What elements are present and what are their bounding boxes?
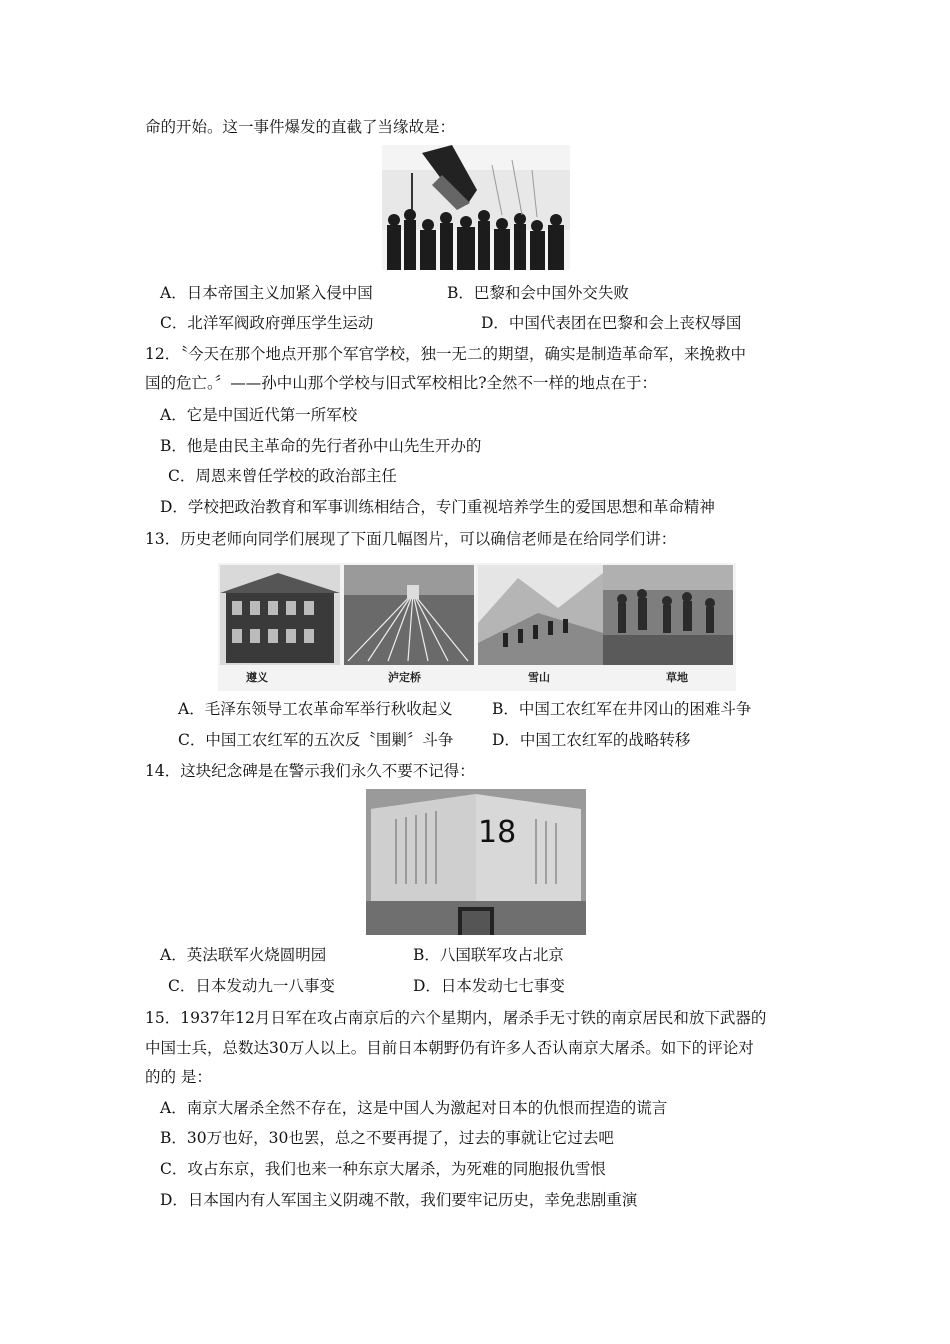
q14-stem: 14．这块纪念碑是在警示我们永久不要不记得： xyxy=(145,762,475,780)
q11-option-b: B．巴黎和会中国外交失败 xyxy=(447,284,629,302)
monument-photo xyxy=(366,789,586,935)
q14-option-a: A．英法联军火烧圆明园 xyxy=(160,946,327,964)
q12-option-a: A．它是中国近代第一所军校 xyxy=(160,406,358,424)
q14-option-b: B．八国联军攻占北京 xyxy=(413,946,564,964)
q12-stem-line2: 国的危亡。〞——孙中山那个学校与旧式军校相比?全然不一样的地点在于： xyxy=(145,374,658,392)
caption-snow-mountain: 雪山 xyxy=(528,671,550,684)
q13-option-d: D．中国工农红军的战略转移 xyxy=(492,731,691,749)
grassland-photo xyxy=(603,565,733,665)
q15-option-c: C．攻占东京，我们也来一种东京大屠杀，为死难的同胞报仇雪恨 xyxy=(160,1160,606,1178)
q15-option-b: B．30万也好，30也罢，总之不要再提了，过去的事就让它过去吧 xyxy=(160,1129,614,1147)
intro-line: 命的开始。这一事件爆发的直截了当缘故是： xyxy=(145,118,456,136)
q12-option-c: C．周恩来曾任学校的政治部主任 xyxy=(168,467,397,485)
q15-stem-line1: 15．1937年12月日军在攻占南京后的六个星期内，屠杀手无寸铁的南京居民和放下武器的 xyxy=(145,1009,767,1027)
luding-bridge-photo xyxy=(344,565,474,665)
q13-option-c: C．中国工农红军的五次反〝围剿〞斗争 xyxy=(178,731,454,749)
caption-grassland: 草地 xyxy=(666,671,688,684)
q15-option-d: D．日本国内有人军国主义阴魂不散，我们要牢记历史，幸免悲剧重演 xyxy=(160,1191,638,1209)
q15-option-a: A．南京大屠杀全然不存在，这是中国人为激起对日本的仇恨而捏造的谎言 xyxy=(160,1099,668,1117)
q14-option-c: C．日本发动九一八事变 xyxy=(168,977,335,995)
q13-option-a: A．毛泽东领导工农革命军举行秋收起义 xyxy=(178,700,453,718)
q12-option-b: B．他是由民主革命的先行者孙中山先生开办的 xyxy=(160,437,482,455)
q14-option-d: D．日本发动七七事变 xyxy=(413,977,565,995)
q15-stem-line2: 中国士兵，总数达30万人以上。目前日本朝野仍有许多人否认南京大屠杀。如下的评论对 xyxy=(145,1039,754,1057)
long-march-photo-strip xyxy=(218,563,736,691)
q11-option-a: A．日本帝国主义加紧入侵中国 xyxy=(160,284,373,302)
caption-zunyi: 遵义 xyxy=(246,671,268,684)
caption-luding-bridge: 泸定桥 xyxy=(388,671,421,684)
q13-stem: 13．历史老师向同学们展现了下面几幅图片，可以确信老师是在给同学们讲： xyxy=(145,530,677,548)
q12-option-d: D．学校把政治教育和军事训练相结合，专门重视培养学生的爱国思想和革命精神 xyxy=(160,498,715,516)
zunyi-photo xyxy=(220,565,340,665)
q13-option-b: B．中国工农红军在井冈山的困难斗争 xyxy=(492,700,752,718)
q12-stem-line1: 12．〝今天在那个地点开那个军官学校，独一无二的期望，确实是制造革命军，来挽救中 xyxy=(145,345,746,363)
q11-option-d: D．中国代表团在巴黎和会上丧权辱国 xyxy=(481,314,742,332)
may-fourth-photo xyxy=(382,145,570,270)
q15-stem-line3: 的的 是： xyxy=(145,1068,212,1086)
snow-mountain-photo xyxy=(478,565,603,665)
q11-option-c: C．北洋军阀政府弹压学生运动 xyxy=(160,314,374,332)
monument-date-number: 18 xyxy=(478,815,517,850)
